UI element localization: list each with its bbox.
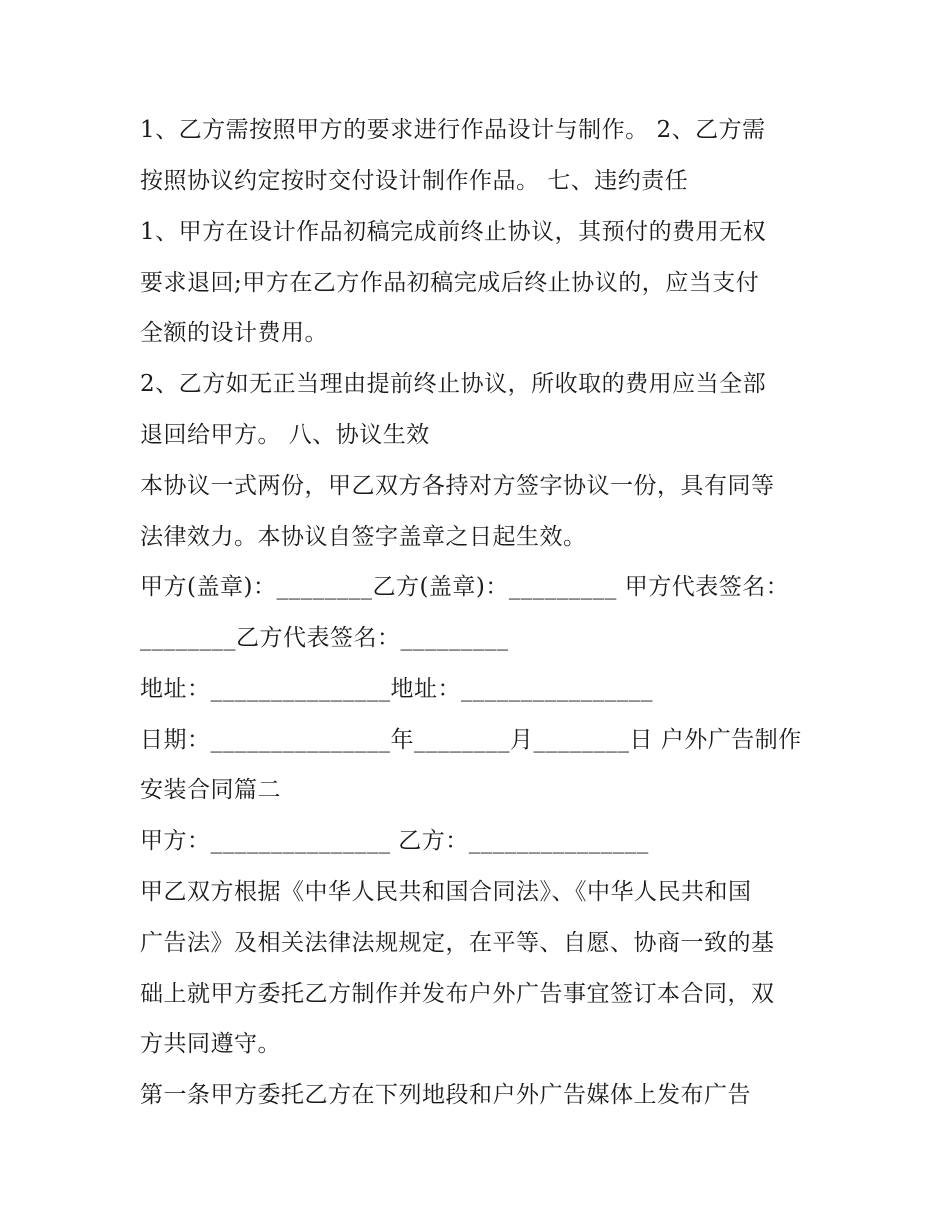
parties-line: 甲方：_______________ 乙方：_______________ <box>140 828 649 854</box>
text-line: 广告法》及相关法律法规规定，在平等、自愿、协商一致的基 <box>140 930 775 956</box>
address-line: 地址：_______________地址：________________ <box>140 676 653 702</box>
text-line: 退回给甲方。 八、协议生效 <box>140 422 430 448</box>
text-line: 础上就甲方委托乙方制作并发布户外广告事宜签订本合同，双 <box>140 981 775 1007</box>
text-line: 第一条甲方委托乙方在下列地段和户外广告媒体上发布广告 <box>140 1082 751 1108</box>
text-line: 2、乙方如无正当理由提前终止协议，所收取的费用应当全部 <box>140 371 767 397</box>
signature-line: ________乙方代表签名：_________ <box>140 625 509 651</box>
text-line: 1、甲方在设计作品初稿完成前终止协议，其预付的费用无权 <box>140 219 767 245</box>
text-line: 按照协议约定按时交付设计制作作品。 七、违约责任 <box>140 168 689 194</box>
text-line: 甲乙双方根据《中华人民共和国合同法》、《中华人民共和国 <box>140 879 752 905</box>
text-line: 方共同遵守。 <box>140 1031 281 1057</box>
section-title: 安装合同篇二 <box>140 777 281 803</box>
text-line: 全额的设计费用。 <box>140 320 328 346</box>
text-line: 1、乙方需按照甲方的要求进行作品设计与制作。 2、乙方需 <box>140 117 766 143</box>
text-line: 法律效力。本协议自签字盖章之日起生效。 <box>140 524 587 550</box>
signature-line: 甲方(盖章)：________乙方(盖章)：_________ 甲方代表签名： <box>140 574 790 600</box>
text-line: 要求退回;甲方在乙方作品初稿完成后终止协议的，应当支付 <box>140 270 760 296</box>
text-line: 本协议一式两份，甲乙双方各持对方签字协议一份，具有同等 <box>140 473 775 499</box>
date-line: 日期：_______________年________月________日 户外广告制作 <box>140 727 802 753</box>
